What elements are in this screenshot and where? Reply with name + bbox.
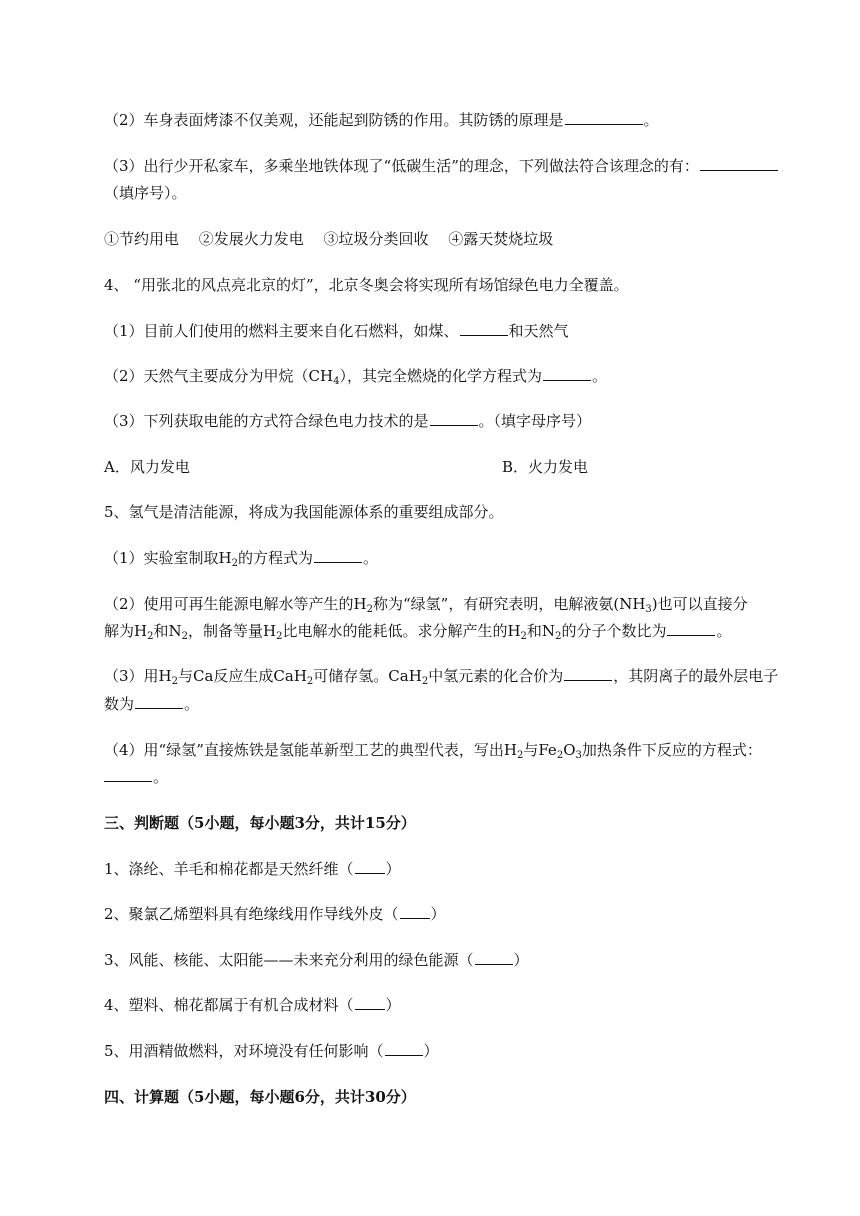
q5-part3-line1: （3）用$H_2$与Ca反应生成CaH$_2$可储存氢。CaH$_2$中氢元素的化合价为 ，其阴离子的最外层电子 xyxy=(104,667,779,687)
q3-part2: （2）车身表面烤漆不仅美观，还能起到防锈的作用。其防锈的原理是 。 xyxy=(104,111,659,129)
option-b: B．火力发电 xyxy=(502,458,589,476)
answer-blank[interactable] xyxy=(475,950,513,965)
answer-blank[interactable] xyxy=(565,110,643,125)
q4-part1: （1）目前人们使用的燃料主要来自化石燃料，如煤、 和天然气 xyxy=(104,322,569,340)
q5-part3-line2: 数为 。 xyxy=(104,695,200,713)
judgment-item: 2、聚氯乙烯塑料具有绝缘线用作导线外皮（ ） xyxy=(104,905,446,923)
q5-part1: （1）实验室制取$H_2$的方程式为 。 xyxy=(104,549,379,569)
q3-part3-cont: （填序号）。 xyxy=(104,184,187,202)
q5-part2-line1: （2）使用可再生能源电解水等产生的$H_2$称为“绿氢”，有研究表明，电解液氨$(NH_3)$也可以直接分 xyxy=(104,595,748,615)
q3-options: ①节约用电 ②发展火力发电 ③垃圾分类回收 ④露天焚烧垃圾 xyxy=(104,230,554,248)
answer-blank[interactable] xyxy=(700,156,778,171)
answer-blank[interactable] xyxy=(667,621,715,636)
answer-blank[interactable] xyxy=(564,666,612,681)
answer-blank[interactable] xyxy=(314,548,362,563)
section3-heading: 三、判断题（5小题，每小题3分，共计15分） xyxy=(104,814,416,832)
judgment-item: 4、塑料、棉花都属于有机合成材料（ ） xyxy=(104,996,401,1014)
answer-blank[interactable] xyxy=(385,1041,423,1056)
section4-heading: 四、计算题（5小题，每小题6分，共计30分） xyxy=(104,1088,416,1106)
answer-blank[interactable] xyxy=(104,767,152,782)
answer-blank[interactable] xyxy=(355,995,385,1010)
answer-blank[interactable] xyxy=(400,904,430,919)
q5-part4-line2: 。 xyxy=(104,767,168,787)
q3-part3: （3）出行少开私家车，多乘坐地铁体现了“低碳生活”的理念，下列做法符合该理念的有： xyxy=(104,156,779,176)
q5-part2-line2: 解为$H_2$和$N_2$，制备等量$H_2$比电解水的能耗低。求分解产生的$H_2$和$N_2$的分子个数比为 。 xyxy=(104,622,732,642)
q4-part2: （2）天然气主要成分为甲烷$(CH_4)$，其完全燃烧的化学方程式为 。 xyxy=(104,367,608,387)
option-a: A．风力发电 xyxy=(104,458,190,476)
judgment-item: 1、涤纶、羊毛和棉花都是天然纤维（ ） xyxy=(104,860,401,878)
q5-stem: 5、氢气是清洁能源，将成为我国能源体系的重要组成部分。 xyxy=(104,503,504,521)
answer-blank[interactable] xyxy=(430,411,478,426)
judgment-item: 5、用酒精做燃料，对环境没有任何影响（ ） xyxy=(104,1042,439,1060)
q4-part3: （3）下列获取电能的方式符合绿色电力技术的是 。（填字母序号） xyxy=(104,412,592,430)
judgment-item: 3、风能、核能、太阳能——未来充分利用的绿色能源（ ） xyxy=(104,951,529,969)
q4-options xyxy=(104,457,704,477)
answer-blank[interactable] xyxy=(460,321,508,336)
q5-part4-line1: （4）用“绿氢”直接炼铁是氢能革新型工艺的典型代表，写出$H_2$与$Fe_2O_3$加热条件下反应的方程式： xyxy=(104,741,762,761)
answer-blank[interactable] xyxy=(543,366,591,381)
q4-stem: 4、 “用张北的风点亮北京的灯”，北京冬奥会将实现所有场馆绿色电力全覆盖。 xyxy=(104,276,629,294)
answer-blank[interactable] xyxy=(355,859,385,874)
answer-blank[interactable] xyxy=(135,694,183,709)
